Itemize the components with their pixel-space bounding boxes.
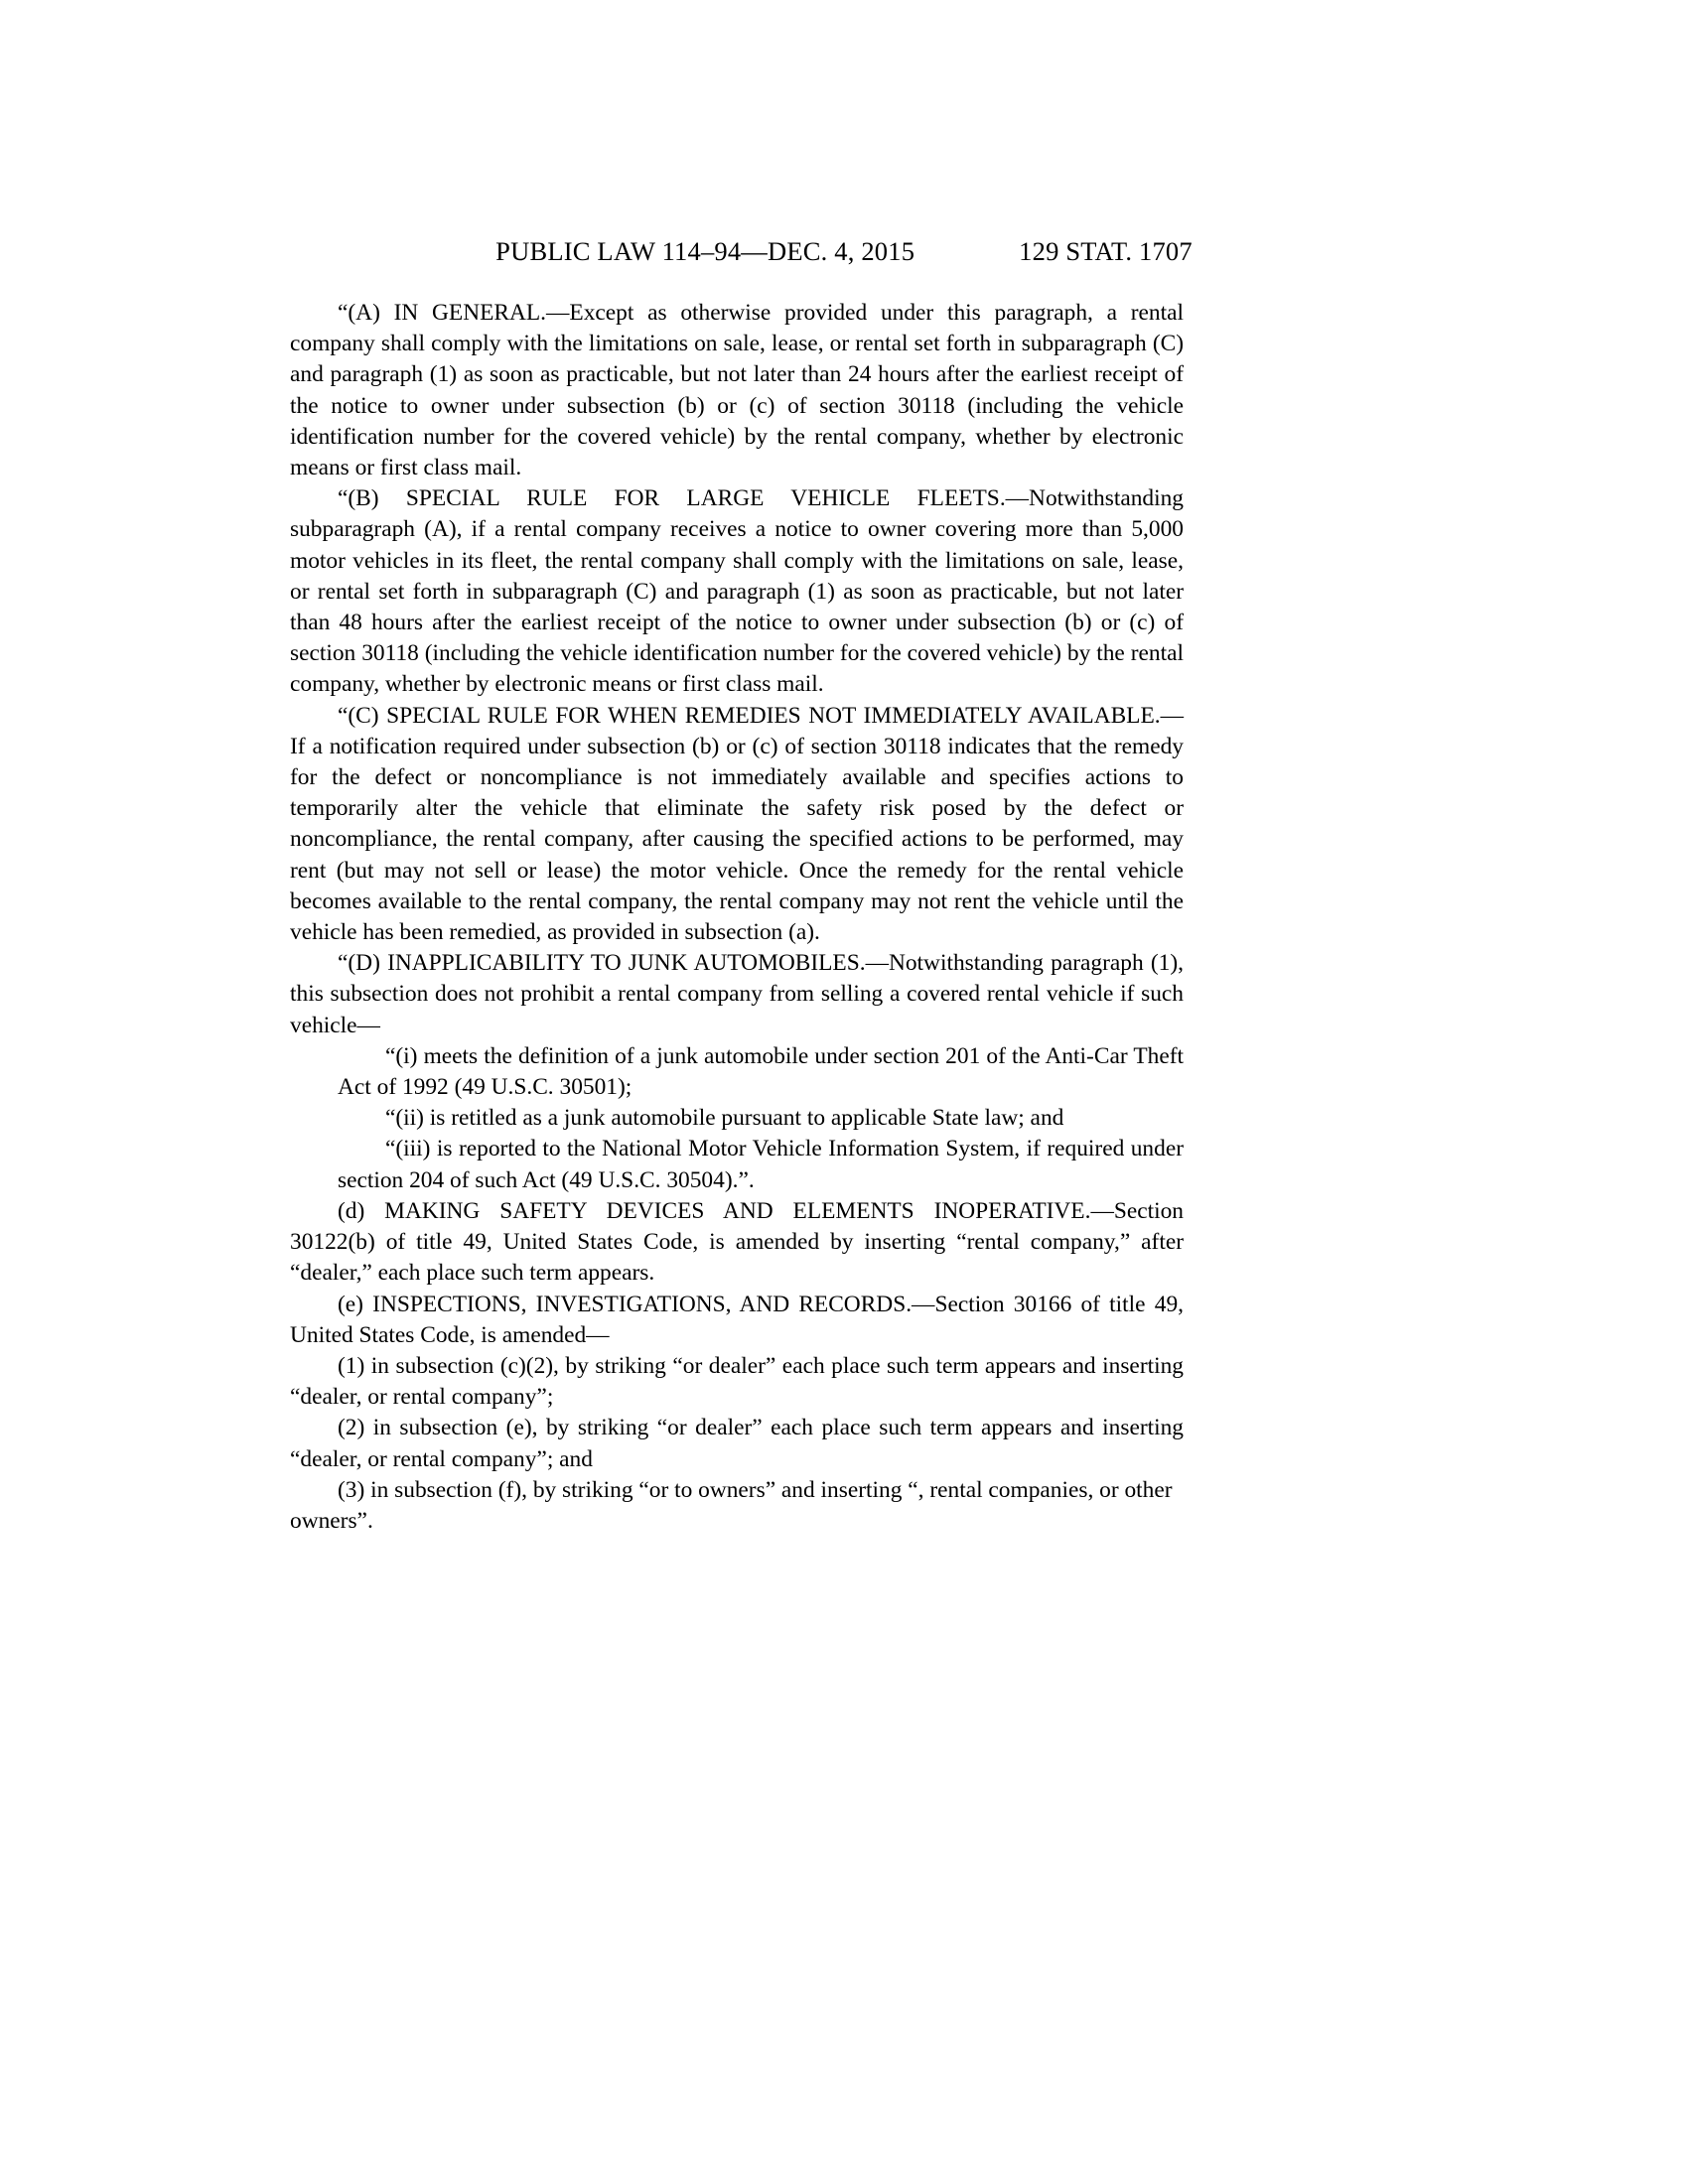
clause-i: “(i) meets the definition of a junk automobile under section 201 of the Anti-Car Theft Act of 1992 (49 U.S.C. 30501); <box>338 1042 1184 1101</box>
header-stat-citation: 129 STAT. 1707 <box>1019 236 1193 266</box>
amendment-item-2: (2) in subsection (e), by striking “or dealer” each place such term appears and inserting “dealer, or rental company”; and <box>290 1415 1184 1472</box>
amendment-item-3: (3) in subsection (f), by striking “or to owners” and inserting “, rental companies, or other owners”. <box>290 1476 1173 1534</box>
document-body <box>290 298 1184 1537</box>
subsection-d: (d) MAKING SAFETY DEVICES AND ELEMENTS INOPERATIVE.—Section 30122(b) of title 49, United States Code, is amended by inserting “rental company,” after “dealer,” each place such term appears. <box>290 1197 1184 1287</box>
paragraph-b: “(B) SPECIAL RULE FOR LARGE VEHICLE FLEETS.—Notwithstanding subparagraph (A), if a rental company receives a notice to owner covering more than 5,000 motor vehicles in its fleet, the rental company shall comply with the limitations on sale, lease, or rental set forth in subparagraph (C) and paragraph (1) as soon as practicable, but not later than 48 hours after the earliest receipt of the notice to owner under subsection (b) or (c) of section 30118 (including the vehicle identification number for the covered vehicle) by the rental company, whether by electronic means or first class mail. <box>290 485 1184 698</box>
subsection-e: (e) INSPECTIONS, INVESTIGATIONS, AND RECORDS.—Section 30166 of title 49, United States Code, is amended— <box>290 1291 1184 1348</box>
page-header <box>0 236 1688 267</box>
paragraph-a: “(A) IN GENERAL.—Except as otherwise provided under this paragraph, a rental company shall comply with the limitations on sale, lease, or rental set forth in subparagraph (C) and paragraph (1) as soon as practicable, but not later than 24 hours after the earliest receipt of the notice to owner under subsection (b) or (c) of section 30118 (including the vehicle identification number for the covered vehicle) by the rental company, whether by electronic means or first class mail. <box>290 300 1184 481</box>
header-public-law: PUBLIC LAW 114–94—DEC. 4, 2015 <box>495 236 915 266</box>
clause-iii: “(iii) is reported to the National Motor Vehicle Information System, if required under section 204 of such Act (49 U.S.C. 30504).”. <box>338 1136 1184 1193</box>
paragraph-c: “(C) SPECIAL RULE FOR WHEN REMEDIES NOT IMMEDIATELY AVAILABLE.—If a notification required under subsection (b) or (c) of section 30118 indicates that the remedy for the defect or noncompliance is not immediately available and specifies actions to temporarily alter the vehicle that eliminate the safety risk posed by the defect or noncompliance, the rental company, after causing the specified actions to be performed, may rent (but may not sell or lease) the motor vehicle. Once the remedy for the rental vehicle becomes available to the rental company, the rental company may not rent the vehicle until the vehicle has been remedied, as provided in subsection (a). <box>290 702 1184 946</box>
clause-ii: “(ii) is retitled as a junk automobile pursuant to applicable State law; and <box>385 1105 1064 1132</box>
paragraph-d: “(D) INAPPLICABILITY TO JUNK AUTOMOBILES.—Notwithstanding paragraph (1), this subsection does not prohibit a rental company from selling a covered rental vehicle if such vehicle— <box>290 950 1184 1038</box>
amendment-item-1: (1) in subsection (c)(2), by striking “or dealer” each place such term appears and inserting “dealer, or rental company”; <box>290 1352 1184 1411</box>
